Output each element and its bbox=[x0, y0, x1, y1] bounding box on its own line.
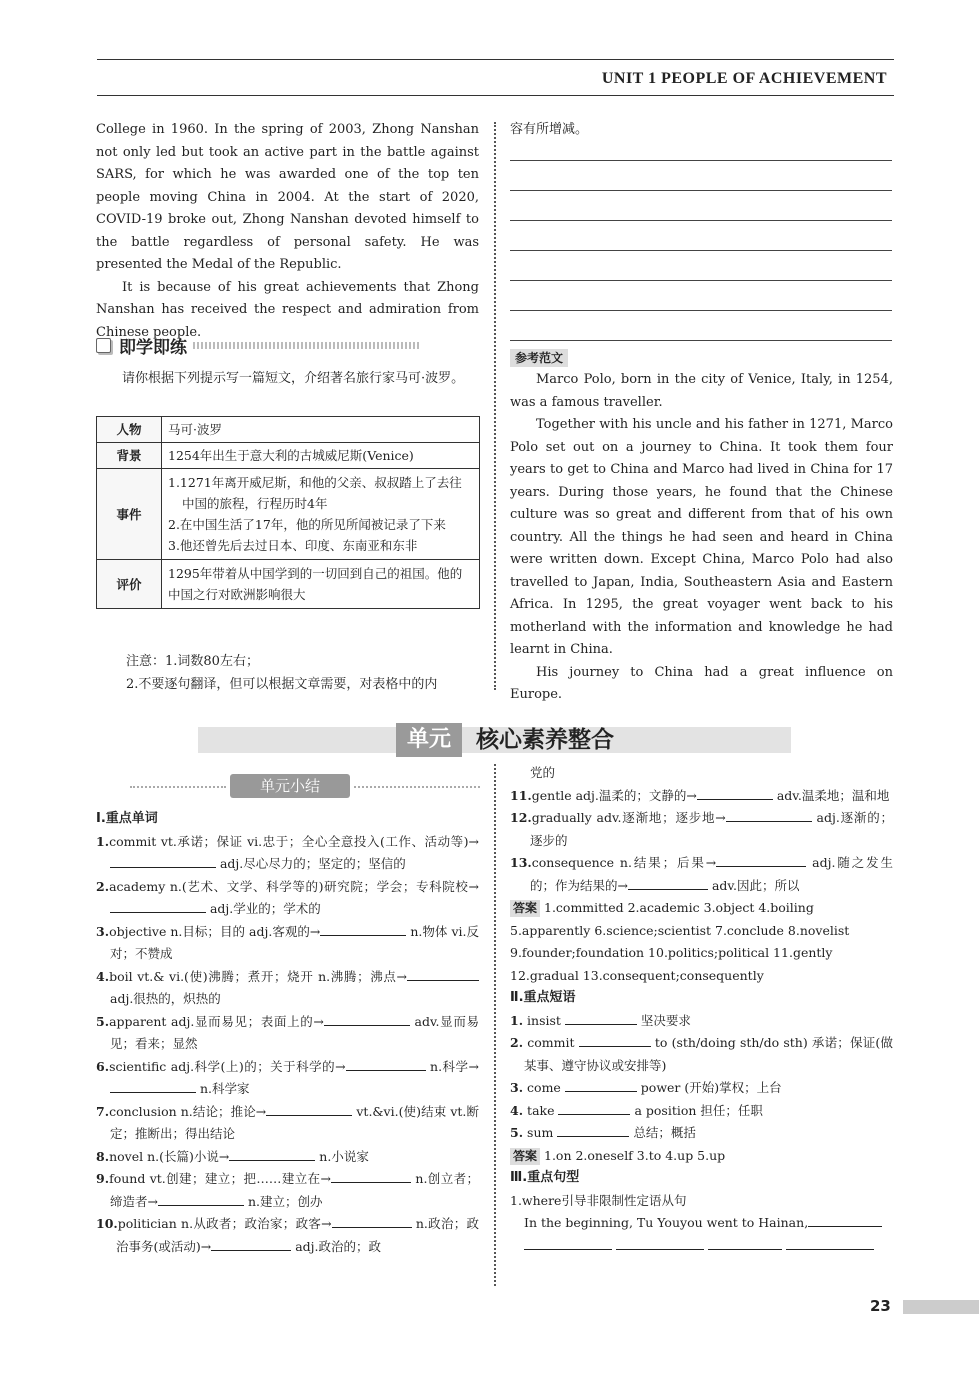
section-title: Ⅱ.重点短语 bbox=[510, 990, 576, 1005]
header-top-rule bbox=[97, 59, 894, 60]
answer-text: 1.committed 2.academic 3.object 4.boiling 5.apparently 6.science;scientist 7.conclude 8.novelist 9.founder;foundation 10.politics;political 11.gently 12.gradual 13.consequent;consequently bbox=[510, 900, 850, 983]
event-line: 2.在中国生活了17年，他的所见所闻被记录了下来 bbox=[168, 517, 446, 532]
dotted-line bbox=[130, 786, 226, 788]
section-title: Ⅲ.重点句型 bbox=[510, 1170, 580, 1185]
item-num: 5. bbox=[96, 1013, 110, 1029]
item-text: conclusion n.结论；推论→ bbox=[109, 1103, 267, 1119]
item-text: adv.显而易见；看来；显然 bbox=[110, 1013, 479, 1051]
item-num: 2. bbox=[510, 1035, 524, 1050]
item-text: found vt.创建；建立；把……建立在→ bbox=[109, 1171, 332, 1186]
sentence-title: 1.where引导非限制性定语从句 bbox=[510, 1192, 687, 1208]
blank-line[interactable] bbox=[558, 1102, 630, 1115]
paragraph: College in 1960. In the spring of 2003, Zhong Nanshan not only led but took an active part in the battle against SARS, for which he was awarded one of the top ten people moving China in 2004. At the start of 2020, COVID-19 broke out, Zhong Nanshan devoted himself to the battle regardless of personal safety. He was presented the Medal of the Republic. bbox=[96, 122, 479, 272]
banner-title: 核心素养整合 bbox=[476, 726, 614, 753]
item-text: apparent adj.显而易见；表面上的→ bbox=[109, 1013, 324, 1029]
item-text: 坚决要求 bbox=[636, 1012, 691, 1028]
item-text: come bbox=[527, 1080, 561, 1095]
paragraph: His journey to China had a great influence on Europe. bbox=[510, 664, 893, 702]
paragraph: It is because of his great achievements that Zhong Nanshan has received the respect and admiration from Chinese people. bbox=[96, 279, 479, 340]
blank-line[interactable] bbox=[331, 1170, 411, 1183]
practice-notes bbox=[96, 651, 479, 696]
blank-line[interactable] bbox=[158, 1193, 244, 1206]
writing-line bbox=[510, 310, 892, 311]
item-num: 2. bbox=[96, 878, 110, 894]
sentence-blanks bbox=[510, 1235, 893, 1258]
table-row bbox=[97, 443, 480, 469]
section-title: Ⅰ.重点单词 bbox=[96, 811, 158, 826]
summary-left bbox=[96, 808, 479, 1258]
blank-line[interactable] bbox=[808, 1214, 882, 1227]
word-item bbox=[510, 807, 893, 852]
note-cont-text: 容有所增减。 bbox=[510, 122, 589, 137]
item-num: 3. bbox=[96, 923, 110, 939]
blank-line[interactable] bbox=[697, 787, 773, 800]
item-text: adj.学业的；学术的 bbox=[206, 901, 321, 916]
item-text: adj.尽心尽力的；坚定的；坚信的 bbox=[216, 856, 406, 871]
blank-line[interactable] bbox=[320, 923, 406, 936]
item-text: In the beginning, Tu Youyou went to Hainan, bbox=[524, 1215, 809, 1230]
item-num: 5. bbox=[510, 1125, 524, 1140]
note-line: 注意：1.词数80左右； bbox=[126, 654, 259, 669]
blank-line[interactable] bbox=[726, 809, 812, 822]
item-num: 7. bbox=[96, 1103, 110, 1119]
blank-line[interactable] bbox=[716, 854, 806, 867]
item-text: take bbox=[527, 1102, 555, 1118]
word-item bbox=[510, 852, 893, 897]
item-text: n.科学家 bbox=[196, 1081, 250, 1096]
left-top-text bbox=[96, 119, 479, 344]
blank-line[interactable] bbox=[110, 1080, 196, 1093]
item-text: consequence n.结果；后果→ bbox=[531, 855, 717, 870]
word-item bbox=[96, 876, 479, 921]
item-text: commit vt.承诺；保证 vi.忠于；全心全意投入(工作、活动等)→ bbox=[109, 833, 479, 849]
note-continuation bbox=[510, 119, 893, 142]
phrase-item bbox=[510, 1122, 893, 1145]
blank-line[interactable] bbox=[565, 1012, 637, 1025]
sample-essay bbox=[510, 369, 893, 707]
blank-line[interactable] bbox=[332, 1215, 412, 1228]
table-value: 1295年带着从中国学到的一切回到自己的祖国。他的中国之行对欧洲影响很大 bbox=[162, 560, 480, 609]
word-item bbox=[510, 785, 893, 808]
writing-line bbox=[510, 340, 892, 341]
practice-instruction bbox=[96, 368, 479, 391]
item-text: n.小说家 bbox=[315, 1148, 369, 1164]
blank-line[interactable] bbox=[324, 1013, 410, 1026]
word-item bbox=[96, 831, 479, 876]
word-item bbox=[96, 1213, 479, 1258]
item-text: gradually adv.逐渐地；逐步地→ bbox=[531, 810, 726, 825]
table-value: 马可·波罗 bbox=[162, 417, 480, 443]
blank-line[interactable] bbox=[266, 1103, 352, 1116]
item-text: scientific adj.科学(上)的；关于科学的→ bbox=[109, 1058, 346, 1074]
column-divider-top bbox=[494, 122, 496, 690]
word-item bbox=[96, 1168, 479, 1213]
answer-text: 1.on 2.oneself 3.to 4.up 5.up bbox=[544, 1147, 726, 1163]
table-key: 背景 bbox=[97, 443, 162, 469]
table-key: 评价 bbox=[97, 560, 162, 609]
item-text: academy n.(艺术、文学、科学等的)研究院；学会；专科院校→ bbox=[109, 878, 479, 894]
phrase-item bbox=[510, 1032, 893, 1077]
title-decor-bar bbox=[193, 342, 419, 349]
table-row bbox=[97, 417, 480, 443]
header-bottom-rule bbox=[97, 95, 894, 96]
word-item bbox=[96, 1056, 479, 1101]
blank-line[interactable] bbox=[786, 1237, 874, 1250]
item-num: 12. bbox=[510, 810, 532, 825]
item-text: boil vt.& vi.(使)沸腾；煮开；烧开 n.沸腾；沸点→ bbox=[109, 968, 407, 984]
event-line: 1.1271年离开威尼斯，和他的父亲、叔叔踏上了去往中国的旅程，行程历时4年 bbox=[168, 475, 462, 511]
item-text: n.科学→ bbox=[425, 1058, 479, 1074]
blank-line[interactable] bbox=[579, 1034, 651, 1047]
item-text: adj.随之发生的；作为结果的→ bbox=[530, 855, 894, 893]
word-item bbox=[96, 1146, 479, 1169]
word-item bbox=[96, 966, 479, 1011]
table-value bbox=[162, 469, 480, 560]
box-icon bbox=[96, 338, 111, 353]
table-row bbox=[97, 560, 480, 609]
blank-line[interactable] bbox=[708, 1237, 782, 1250]
note-line: 2.不要逐句翻译，但可以根据文章需要，对表格中的内 bbox=[126, 676, 438, 692]
dotted-line bbox=[354, 786, 480, 788]
item-text: insist bbox=[527, 1012, 561, 1028]
summary-right bbox=[510, 762, 893, 1257]
answer-label: 答案 bbox=[510, 900, 540, 917]
page-number-bar bbox=[903, 1300, 979, 1314]
item-num: 9. bbox=[96, 1171, 110, 1186]
phrase-item bbox=[510, 1100, 893, 1123]
table-key: 人物 bbox=[97, 417, 162, 443]
item-num: 13. bbox=[510, 855, 532, 870]
sample-label bbox=[510, 347, 568, 367]
item-text: power (开始)掌权；上台 bbox=[636, 1080, 782, 1095]
item-text: adj.逐渐的；逐步的 bbox=[530, 810, 893, 848]
item-text: objective n.目标；目的 adj.客观的→ bbox=[109, 923, 321, 939]
event-line: 3.他还曾先后去过日本、印度、东南亚和东非 bbox=[168, 538, 418, 553]
blank-line[interactable] bbox=[616, 1237, 704, 1250]
banner-dark-label: 单元 bbox=[396, 723, 462, 757]
summary-header bbox=[130, 774, 480, 798]
word-item bbox=[96, 1011, 479, 1056]
item-num: 10. bbox=[96, 1216, 118, 1231]
item-text: 总结；概括 bbox=[629, 1125, 696, 1140]
blank-line[interactable] bbox=[211, 1238, 291, 1251]
table-value: 1254年出生于意大利的古城威尼斯(Venice) bbox=[162, 443, 480, 469]
item-num: 4. bbox=[510, 1102, 524, 1118]
item-text: adv.温柔地；温和地 bbox=[772, 787, 890, 803]
word-continuation: 党的 bbox=[530, 765, 556, 780]
writing-line bbox=[510, 250, 892, 251]
phrase-item bbox=[510, 1010, 893, 1033]
writing-line bbox=[510, 220, 892, 221]
word-item bbox=[96, 921, 479, 966]
table-key: 事件 bbox=[97, 469, 162, 560]
answers-1 bbox=[510, 897, 893, 987]
item-text: sum bbox=[527, 1125, 554, 1140]
blank-line[interactable] bbox=[346, 1058, 426, 1071]
item-text: a position 担任；任职 bbox=[630, 1102, 763, 1118]
blank-line[interactable] bbox=[407, 968, 479, 981]
item-text: adj.政治的；政 bbox=[291, 1238, 382, 1254]
item-text: politician n.从政者；政治家；政客→ bbox=[117, 1216, 332, 1231]
item-text: novel n.(长篇)小说→ bbox=[109, 1148, 230, 1164]
item-num: 6. bbox=[96, 1058, 110, 1074]
item-text: n.物体 vi.反对；不赞成 bbox=[110, 923, 479, 961]
page-number: 23 bbox=[870, 1297, 891, 1315]
summary-pill: 单元小结 bbox=[230, 774, 350, 798]
item-num: 3. bbox=[510, 1080, 524, 1095]
sample-label-text: 参考范文 bbox=[510, 349, 568, 367]
item-text: adj.很热的，炽热的 bbox=[110, 991, 221, 1006]
paragraph: Marco Polo, born in the city of Venice, Italy, in 1254, was a famous traveller. bbox=[510, 372, 893, 410]
item-text: n.政治；政治事务(或活动)→ bbox=[116, 1216, 479, 1254]
item-num: 8. bbox=[96, 1148, 110, 1164]
blank-line[interactable] bbox=[628, 877, 708, 890]
blank-line[interactable] bbox=[565, 1079, 637, 1092]
item-text: n.创立者；缔造者→ bbox=[110, 1171, 480, 1209]
item-num: 1. bbox=[96, 833, 110, 849]
item-text: vt.&vi.(使)结束 vt.断定；推断出；得出结论 bbox=[110, 1103, 479, 1141]
practice-title: 即学即练 bbox=[119, 338, 187, 358]
word-item bbox=[96, 1101, 479, 1146]
practice-section-title bbox=[96, 333, 419, 358]
item-num: 1. bbox=[510, 1012, 524, 1028]
unit-banner bbox=[198, 727, 791, 753]
column-divider-bottom bbox=[494, 764, 496, 1286]
item-text: to (sth/doing sth/do sth) 承诺；保证(做某事、遵守协议或安排等) bbox=[524, 1035, 893, 1073]
writing-line bbox=[510, 190, 892, 191]
blank-line[interactable] bbox=[557, 1124, 629, 1137]
instruction-text: 请你根据下列提示写一篇短文，介绍著名旅行家马可·波罗。 bbox=[122, 371, 465, 386]
paragraph: Together with his uncle and his father in 1271, Marco Polo set out on a journey to China. It took them four years to get to China and Marco had lived in China for 17 years. During those years, he found that the Chinese culture was so great and different from that of his own country. All the things he had seen and heard in China were written down. Except China, Marco Polo had also travelled to Japan, India, Southeastern Asia and Eastern Africa. In 1295, the great voyager went back to his motherland with the information and knowledge he had learnt in China. bbox=[510, 417, 893, 657]
item-text: n.建立；创办 bbox=[243, 1193, 323, 1209]
answers-2 bbox=[510, 1145, 893, 1168]
unit-title: UNIT 1 PEOPLE OF ACHIEVEMENT bbox=[601, 70, 887, 87]
writing-line bbox=[510, 280, 892, 281]
blank-line[interactable] bbox=[524, 1237, 612, 1250]
item-num: 4. bbox=[96, 968, 110, 984]
item-text: adv.因此；所以 bbox=[707, 877, 800, 893]
item-text: gentle adj.温柔的；文静的→ bbox=[531, 787, 697, 803]
blank-line[interactable] bbox=[110, 855, 216, 868]
writing-line bbox=[510, 160, 892, 161]
blank-line[interactable] bbox=[110, 900, 206, 913]
phrase-item bbox=[510, 1077, 893, 1100]
answer-label: 答案 bbox=[510, 1148, 540, 1165]
blank-line[interactable] bbox=[229, 1148, 315, 1161]
item-num: 11. bbox=[510, 787, 532, 803]
item-text: commit bbox=[527, 1035, 575, 1050]
info-table bbox=[96, 416, 480, 609]
sentence-item bbox=[510, 1212, 893, 1235]
table-row bbox=[97, 469, 480, 560]
